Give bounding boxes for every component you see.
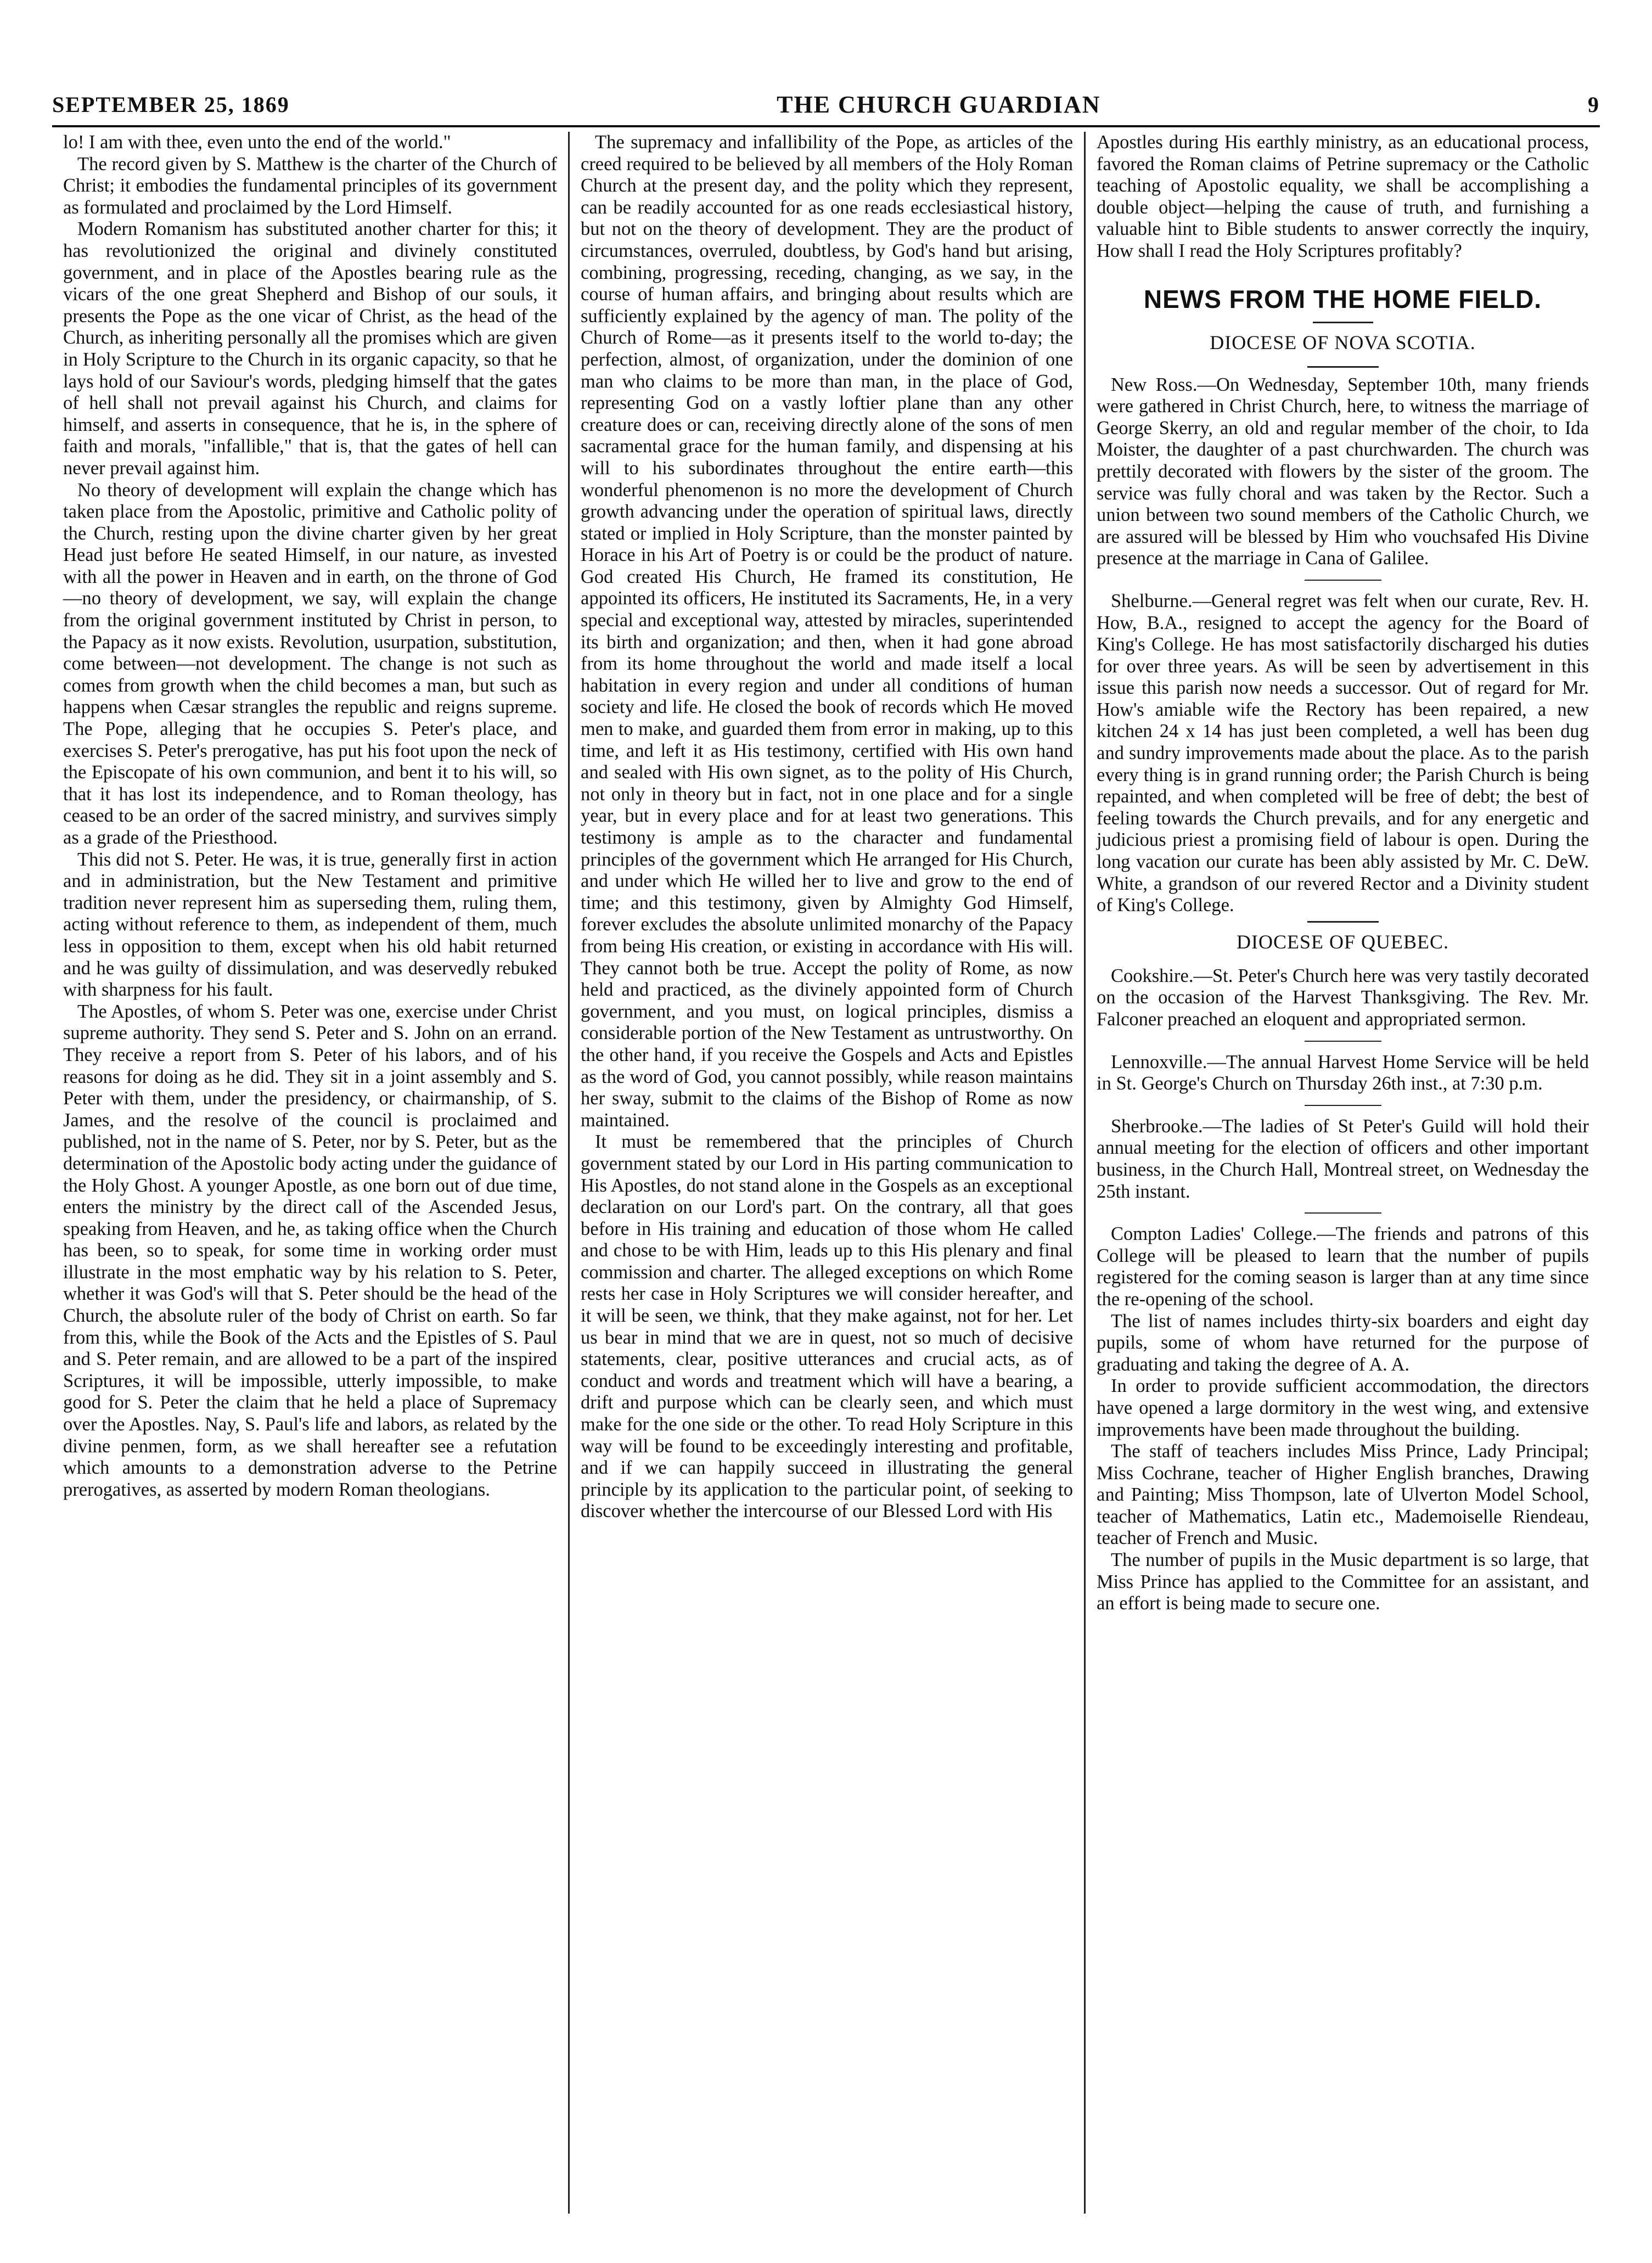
paragraph: Apostles during His earthly ministry, as an educational process, favored the Roman claims of Petrine supremacy or the Catholic teaching of Apostolic equality, we shall be accomplishing a double object—helping the cause of truth, and furnishing a valuable hint to Bible students to answer correctly the inquiry, How shall I read the Holy Scriptures profitably?	[1097, 132, 1589, 261]
page-number: 9	[1587, 92, 1600, 117]
paragraph: The staff of teachers includes Miss Prince, Lady Principal; Miss Cochrane, teacher of Higher English branches, Drawing and Painting; Miss Thompson, late of Ulverton Model School, teacher of Mathematics, Latin etc., Mademoiselle Riendeau, teacher of French and Music.	[1097, 1441, 1589, 1549]
newspaper-title: THE CHURCH GUARDIAN	[777, 91, 1101, 118]
paragraph: The list of names includes thirty-six boarders and eight day pupils, some of whom have returned for the purpose of graduating and taking the degree of A. A.	[1097, 1310, 1589, 1375]
item-rule	[1305, 580, 1381, 581]
news-item-sherbrooke: Sherbrooke.—The ladies of St Peter's Guild will hold their annual meeting for the election of officers and other important business, in the Church Hall, Montreal street, on Wednesday the 25th instant.	[1097, 1115, 1589, 1202]
column-3	[1084, 132, 1600, 2214]
diocese-rule	[1307, 366, 1379, 368]
item-rule	[1305, 1212, 1381, 1214]
header-rule	[52, 125, 1600, 127]
article-columns	[52, 132, 1600, 2214]
paragraph: This did not S. Peter. He was, it is true, generally first in action and in administration, but the New Testament and primitive tradition never represent him as superseding them, ruling them, acting without reference to them, as independent of them, much less in opposition to them, except when his old habit returned and he was guilty of dissimulation, and was deservedly rebuked with sharpness for his fault.	[63, 849, 557, 1001]
paragraph: Modern Romanism has substituted another charter for this; it has revolutionized the original and divinely constituted government, and in place of the Apostles bearing rule as the vicars of the one great Shepherd and Bishop of our souls, it presents the Pope as the one vicar of Christ, as the head of the Church, as inheriting personally all the promises which are given in Holy Scripture to the Church in its organic capacity, so that he lays hold of our Saviour's words, pledging himself that the gates of hell shall not prevail against his Church, and claims for himself, and asserts in consequence, that he is, in the sphere of faith and morals, "infallible," that is, that the gates of hell can never prevail against him.	[63, 218, 557, 479]
item-rule	[1305, 1041, 1381, 1042]
running-header	[52, 88, 1600, 121]
diocese-heading-quebec: DIOCESE OF QUEBEC.	[1236, 930, 1449, 953]
paragraph: In order to provide sufficient accommodation, the directors have opened a large dormitory in the west wing, and extensive improvements have been made throughout the building.	[1097, 1375, 1589, 1440]
news-item-new-ross: New Ross.—On Wednesday, September 10th, many friends were gathered in Christ Church, here, to witness the marriage of George Skerry, an old and regular member of the choir, to Ida Moister, the daughter of a past churchwarden. The church was prettily decorated with flowers by the sister of the groom. The service was fully choral and was taken by the Rector. Such a union between two sound members of the Catholic Church, we are assured will be blessed by Him who vouchsafed His Divine presence at the marriage in Cana of Galilee.	[1097, 374, 1589, 569]
paragraph: The supremacy and infallibility of the Pope, as articles of the creed required to be believed by all members of the Holy Roman Church at the present day, and the polity which they represent, can be readily accounted for as one reads ecclesiastical history, but not on the theory of development. They are the product of circumstances, overruled, doubtless, by God's hand but arising, combining, progressing, receding, changing, as we say, in the course of human affairs, and bringing about results which are sufficiently explained by the agency of man. The polity of the Church of Rome—as it presents itself to the world to-day; the perfection, almost, of organization, under the dominion of one man who claims to be more than man, in the place of God, representing God on a vastly loftier plane than any other creature does or can, receiving directly alone of the sons of men sacramental grace for the human family, and dispensing at his will to his subordinates throughout the entire earth—this wonderful phenomenon is no more the development of Church growth advancing under the operation of spiritual laws, directly stated or implied in Holy Scripture, than the monster painted by Horace in his Art of Poetry is or could be the product of nature. God created His Church, He framed its constitution, He appointed its officers, He instituted its Sacraments, He, in a very special and exceptional way, attested by miracles, superintended its birth and organization; and then, when it had gone abroad from its home throughout the world and made itself a local habitation in every region and under all conditions of human society and life. He closed the book of records which He moved men to make, and guarded them from error in making, up to this time, and left it as His testimony, certified with His own hand and sealed with His own signet, as to the polity of His Church, not only in theory but in fact, not in one place and for a single year, but in every place and for at least two generations. This testimony is ample as to the character and fundamental principles of the government which He arranged for His Church, and under which He willed her to live and grow to the end of time; and this testimony, given by Almighty God Himself, forever excludes the absolute unlimited monarchy of the Papacy from being His creation, or existing in accordance with His will. They cannot both be true. Accept the polity of Rome, as now held and practiced, as the divinely appointed form of Church government, and you must, on logical principles, dismiss a considerable portion of the New Testament as untrustworthy. On the other hand, if you receive the Gospels and Acts and Epistles as the word of God, you cannot possibly, while reason maintains her sway, submit to the claims of the Bishop of Rome as now maintained.	[581, 132, 1073, 1131]
paragraph: The Apostles, of whom S. Peter was one, exercise under Christ supreme authority. They send S. Peter and S. John on an errand. They receive a report from S. Peter of his labors, and of his reasons for doing as he did. They sit in a joint assembly and S. Peter with them, under the presidency, or chairmanship, of S. James, and the resolve of the council is proclaimed and published, not in the name of S. Peter, nor by S. Peter, but as the determination of the Apostolic body acting under the guidance of the Holy Ghost. A younger Apostle, as one born out of due time, enters the ministry by the direct call of the Ascended Jesus, speaking from Heaven, and he, as taking office when the Church has been, so to speak, for some time in working order must illustrate in the most emphatic way by his relation to S. Peter, whether it was God's will that S. Peter should be the head of the Church, the absolute ruler of the body of Christ on earth. So far from this, while the Book of the Acts and the Epistles of S. Paul and S. Peter remain, and are allowed to be a part of the inspired Scriptures, it will be impossible, utterly impossible, to make good for S. Peter the claim that he held a place of Supremacy over the Apostles. Nay, S. Paul's life and labors, as related by the divine penmen, form, as we shall hereafter see a refutation which amounts to a demonstration adverse to the Petrine prerogatives, as asserted by modern Roman theologians.	[63, 1001, 557, 1500]
news-section-heading: NEWS FROM THE HOME FIELD.	[1143, 284, 1542, 313]
news-item-cookshire: Cookshire.—St. Peter's Church here was very tastily decorated on the occasion of the Harvest Thanksgiving. The Rev. Mr. Falconer preached an eloquent and appropriated sermon.	[1097, 965, 1589, 1030]
paragraph: lo! I am with thee, even unto the end of the world."	[63, 132, 451, 153]
news-item-shelburne: Shelburne.—General regret was felt when our curate, Rev. H. How, B.A., resigned to accept the agency for the Board of King's College. He has most satisfactorily discharged his duties for over three years. As will be seen by advertisement in this issue this parish now needs a successor. Out of regard for Mr. How's amiable wife the Rectory has been repaired, a new kitchen 24 x 14 has just been completed, a well has been dug and sundry improvements made about the place. As to the parish every thing is in grand running order; the Parish Church is being repainted, and when completed will be free of debt; the best of feeling towards the Church prevails, and for any energetic and judicious priest a promising field of labour is open. During the long vacation our curate has been ably assisted by Mr. C. DeW. White, a grandson of our revered Rector and a Divinity student of King's College.	[1097, 590, 1589, 916]
paragraph: The record given by S. Matthew is the charter of the Church of Christ; it embodies the fundamental principles of its government as formulated and proclaimed by the Lord Himself.	[63, 153, 557, 218]
diocese-heading-nova-scotia: DIOCESE OF NOVA SCOTIA.	[1210, 331, 1476, 353]
paragraph: It must be remembered that the principles of Church government stated by our Lord in His parting communication to His Apostles, do not stand alone in the Gospels as an exceptional declaration on our Lord's part. On the contrary, all that goes before in His training and education of those whom He called and chose to be with Him, leads up to this His plenary and final commission and charter. The alleged exceptions on which Rome rests her case in Holy Scriptures we will consider hereafter, and it will be seen, we think, that they make against, not for her. Let us bear in mind that we are in quest, not so much of decisive statements, clear, positive utterances and crucial acts, as of conduct and words and treatment which will have a bearing, a drift and purpose which can be clearly seen, and which must make for the one side or the other. To read Holy Scripture in this way will be found to be exceedingly interesting and profitable, and if we can happily succeed in illustrating the general principle by its application to the particular point, of seeking to discover whether the intercourse of our Blessed Lord with His	[581, 1131, 1073, 1522]
item-rule	[1305, 1105, 1381, 1106]
column-2	[568, 132, 1084, 2214]
heading-rule	[1313, 322, 1373, 323]
paragraph: The number of pupils in the Music department is so large, that Miss Prince has applied to the Committee for an assistant, and an effort is being made to secure one.	[1097, 1549, 1589, 1614]
issue-date: SEPTEMBER 25, 1869	[52, 92, 290, 117]
column-1	[52, 132, 568, 2214]
paragraph: No theory of development will explain the change which has taken place from the Apostolic, primitive and Catholic polity of the Church, resting upon the divine charter given by her great Head just before He seated Himself, in our nature, as invested with all the power in Heaven and in earth, on the throne of God—no theory of development, we say, will explain the change from the original government instituted by Christ in person, to the Papacy as it now exists. Revolution, usurpation, substitution, come between—not development. The change is not such as comes from growth when the child becomes a man, but such as happens when Cæsar strangles the republic and reigns supreme. The Pope, alleging that he occupies S. Peter's place, and exercises S. Peter's prerogative, has put his foot upon the neck of the Episcopate of his own communion, and bent it to his will, so that it has lost its independence, and to Roman theology, has ceased to be an order of the sacred ministry, and survives simply as a grade of the Priesthood.	[63, 479, 557, 848]
diocese-rule	[1307, 921, 1379, 923]
news-item-compton: Compton Ladies' College.—The friends and patrons of this College will be pleased to learn that the number of pupils registered for the coming season is larger than at any time since the re-opening of the school.	[1097, 1223, 1589, 1310]
news-item-lennoxville: Lennoxville.—The annual Harvest Home Service will be held in St. George's Church on Thursday 26th inst., at 7:30 p.m.	[1097, 1051, 1589, 1094]
